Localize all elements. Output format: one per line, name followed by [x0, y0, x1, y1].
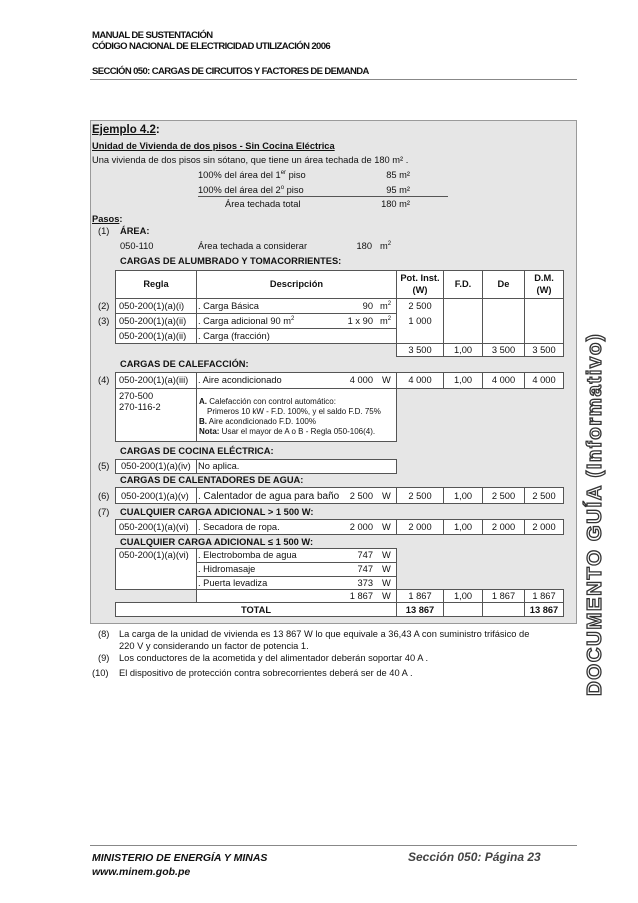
- document-guide-watermark: DOCUMENTO GUÍA (Informativo): [583, 332, 606, 696]
- conclusion-8-line1: La carga de la unidad de vivienda es 13 867 W lo que equivale a 36,43 A con suministro trifásico de: [119, 629, 530, 639]
- area-sum-line: [198, 196, 448, 197]
- footer-page-number: Sección 050: Página 23: [408, 850, 541, 864]
- alumbrado-title: CARGAS DE ALUMBRADO Y TOMACORRIENTES:: [120, 256, 342, 266]
- adic-le-item3-val: 373: [357, 578, 373, 588]
- header-code-title: CÓDIGO NACIONAL DE ELECTRICIDAD UTILIZACIÓN 2006: [92, 41, 331, 52]
- step-number: (5): [98, 461, 110, 471]
- calef-note-a2: Primeros 10 kW - F.D. 100%, y el saldo F.D. 75%: [207, 407, 381, 416]
- calent-de: 2 500: [491, 491, 516, 501]
- alumbrado-de-block: [482, 298, 525, 344]
- area-desc: Área techada a considerar: [198, 241, 308, 251]
- row1-val: 90: [362, 301, 373, 311]
- adic-gt-regla: 050-200(1)(a)(vi): [119, 522, 189, 532]
- calef-val: 4 000: [349, 375, 373, 385]
- cocina-regla: 050-200(1)(a)(iv): [121, 461, 191, 471]
- area-section-title: ÁREA:: [120, 226, 150, 236]
- footer-website: www.minem.gob.pe: [92, 866, 191, 878]
- row2-pot: 1 000: [408, 316, 432, 326]
- col-header-fd: F.D.: [454, 279, 472, 289]
- calef-ref1: 270-500: [119, 391, 154, 401]
- pasos-label: Pasos:: [92, 214, 123, 224]
- cocina-title: CARGAS DE COCINA ELÉCTRICA:: [120, 446, 274, 456]
- adic-gt-fd: 1,00: [453, 522, 473, 532]
- step-number: (6): [98, 491, 110, 501]
- adic-le-item3-unit: W: [382, 578, 391, 588]
- subtotal-fd: 1,00: [453, 345, 473, 355]
- area1-label: 100% del área del 1er piso: [198, 170, 306, 180]
- adic-gt-de: 2 000: [491, 522, 516, 532]
- step-number: (7): [98, 507, 110, 517]
- col-header-pot-unit: (W): [412, 285, 428, 295]
- adic-le-item2: . Hidromasaje: [198, 564, 256, 574]
- adic-le-fd: 1,00: [453, 591, 473, 601]
- total-dm: 13 867: [529, 605, 559, 615]
- step-number: (1): [98, 226, 110, 236]
- row3-desc: . Carga (fracción): [198, 331, 270, 341]
- adic-gt-desc: . Secadora de ropa.: [198, 522, 280, 532]
- alumbrado-fd-block: [443, 298, 483, 344]
- adic-le-sum-val: 1 867: [349, 591, 373, 601]
- calef-pot: 4 000: [408, 375, 432, 385]
- calef-dm: 4 000: [532, 375, 556, 385]
- calef-note-c: Nota: Usar el mayor de A o B - Regla 050-106(4).: [199, 427, 376, 436]
- total-fd-cell: [443, 602, 483, 617]
- row-divider: [115, 328, 397, 329]
- area-total-value: 180 m²: [381, 199, 410, 209]
- calef-note-a: A. Calefacción con control automático:: [199, 397, 336, 406]
- adicional-le-title: CUALQUIER CARGA ADICIONAL ≤ 1 500 W:: [120, 537, 314, 547]
- adicional-gt-title: CUALQUIER CARGA ADICIONAL > 1 500 W:: [120, 507, 314, 517]
- row1-regla: 050-200(1)(a)(i): [119, 301, 185, 311]
- adic-le-item3: . Puerta levadiza: [198, 578, 268, 588]
- row2-desc: . Carga adicional 90 $m^2$: [198, 316, 295, 326]
- step-number: (3): [98, 316, 110, 326]
- calentadores-title: CARGAS DE CALENTADORES DE AGUA:: [120, 475, 304, 485]
- adic-le-regla: 050-200(1)(a)(vi): [119, 550, 189, 560]
- subtotal-pot: 3 500: [408, 345, 432, 355]
- document-header: [92, 30, 330, 52]
- row-divider: [115, 313, 397, 314]
- row-divider: [115, 388, 197, 389]
- step-number: (10): [92, 668, 109, 678]
- area-value: 180: [356, 241, 372, 251]
- adic-le-item2-unit: W: [382, 564, 391, 574]
- adic-le-sum-unit: W: [382, 591, 391, 601]
- example-subtitle: Unidad de Vivienda de dos pisos - Sin Cocina Eléctrica: [92, 141, 335, 151]
- conclusion-9: Los conductores de la acometida y del alimentador deberán soportar 40 A .: [119, 653, 429, 663]
- total-pot: 13 867: [405, 605, 435, 615]
- calent-desc: . Calentador de agua para baño: [198, 491, 340, 502]
- row3-regla: 050-200(1)(a)(ii): [119, 331, 187, 341]
- adic-le-item1-unit: W: [382, 550, 391, 560]
- footer-rule: [90, 845, 577, 846]
- calef-regla: 050-200(1)(a)(iii): [119, 375, 189, 385]
- calent-regla: 050-200(1)(a)(v): [121, 491, 189, 501]
- row1-pot: 2 500: [408, 301, 432, 311]
- row2-regla: 050-200(1)(a)(ii): [119, 316, 187, 326]
- calef-fd: 1,00: [453, 375, 473, 385]
- col-header-regla: Regla: [143, 279, 169, 289]
- adic-gt-unit: W: [382, 522, 391, 532]
- calent-unit: W: [382, 491, 391, 501]
- cocina-desc: No aplica.: [198, 461, 240, 471]
- adic-le-de: 1 867: [491, 591, 516, 601]
- total-de-cell: [482, 602, 525, 617]
- step-number: (4): [98, 375, 110, 385]
- area2-value: 95 m²: [386, 185, 410, 195]
- row2-unit: $m^2$: [380, 316, 392, 326]
- adic-le-item2-val: 747: [357, 564, 373, 574]
- alumbrado-dm-block: [524, 298, 564, 344]
- area-total-label: Área techada total: [225, 199, 301, 209]
- adic-le-item1-val: 747: [357, 550, 373, 560]
- section-title: SECCIÓN 050: CARGAS DE CIRCUITOS Y FACTORES DE DEMANDA: [92, 66, 369, 77]
- calef-desc: . Aire acondicionado: [198, 375, 282, 385]
- col-header-desc: Descripción: [269, 279, 324, 289]
- step-number: (9): [98, 653, 110, 663]
- col-header-dm: D.M.: [534, 273, 554, 283]
- step-number: (8): [98, 629, 110, 639]
- calent-pot: 2 500: [408, 491, 432, 501]
- row2-val: 1 x 90: [347, 316, 373, 326]
- col-header-de: De: [497, 279, 510, 289]
- col-header-pot: Pot. Inst.: [400, 273, 440, 283]
- row1-desc: . Carga Básica: [198, 301, 259, 311]
- col-header-dm-unit: (W): [536, 285, 552, 295]
- conclusion-10: El dispositivo de protección contra sobrecorrientes deberá ser de 40 A .: [119, 668, 413, 678]
- calefaccion-title: CARGAS DE CALEFACCIÓN:: [120, 359, 249, 369]
- total-label: TOTAL: [240, 605, 272, 615]
- adic-le-pot: 1 867: [408, 591, 432, 601]
- adic-gt-val: 2 000: [349, 522, 373, 532]
- adic-le-dm: 1 867: [532, 591, 556, 601]
- footer-ministry: MINISTERIO DE ENERGÍA Y MINAS: [92, 852, 268, 864]
- example-description: Una vivienda de dos pisos sin sótano, que tiene un área techada de 180 m² .: [92, 155, 409, 165]
- adic-le-item1: . Electrobomba de agua: [198, 550, 297, 560]
- subtotal-de: 3 500: [491, 345, 516, 355]
- conclusion-8-line2: 220 V y considerando un factor de potencia 1.: [119, 641, 309, 651]
- calef-note-b: B. Aire acondicionado F.D. 100%: [199, 417, 316, 426]
- area2-label: 100% del área del 2$^o$ piso: [198, 185, 304, 195]
- calent-fd: 1,00: [453, 491, 473, 501]
- adic-gt-pot: 2 000: [408, 522, 432, 532]
- calent-dm: 2 500: [532, 491, 556, 501]
- header-manual-title: MANUAL DE SUSTENTACIÓN: [92, 30, 213, 41]
- area1-value: 85 m²: [386, 170, 410, 180]
- row-divider: [196, 576, 397, 577]
- header-rule: [90, 79, 577, 80]
- step-number: (2): [98, 301, 110, 311]
- calef-de: 4 000: [491, 375, 516, 385]
- calent-val: 2 500: [349, 491, 373, 501]
- row-divider: [196, 562, 397, 563]
- calef-unit: W: [382, 375, 391, 385]
- area-unit: $m^2$: [380, 241, 392, 251]
- row1-unit: $m^2$: [380, 301, 392, 311]
- area-rule: 050-110: [120, 241, 154, 251]
- example-title: Ejemplo 4.2:: [92, 124, 160, 136]
- adic-gt-dm: 2 000: [532, 522, 556, 532]
- calef-ref2: 270-116-2: [119, 402, 161, 412]
- subtotal-dm: 3 500: [532, 345, 556, 355]
